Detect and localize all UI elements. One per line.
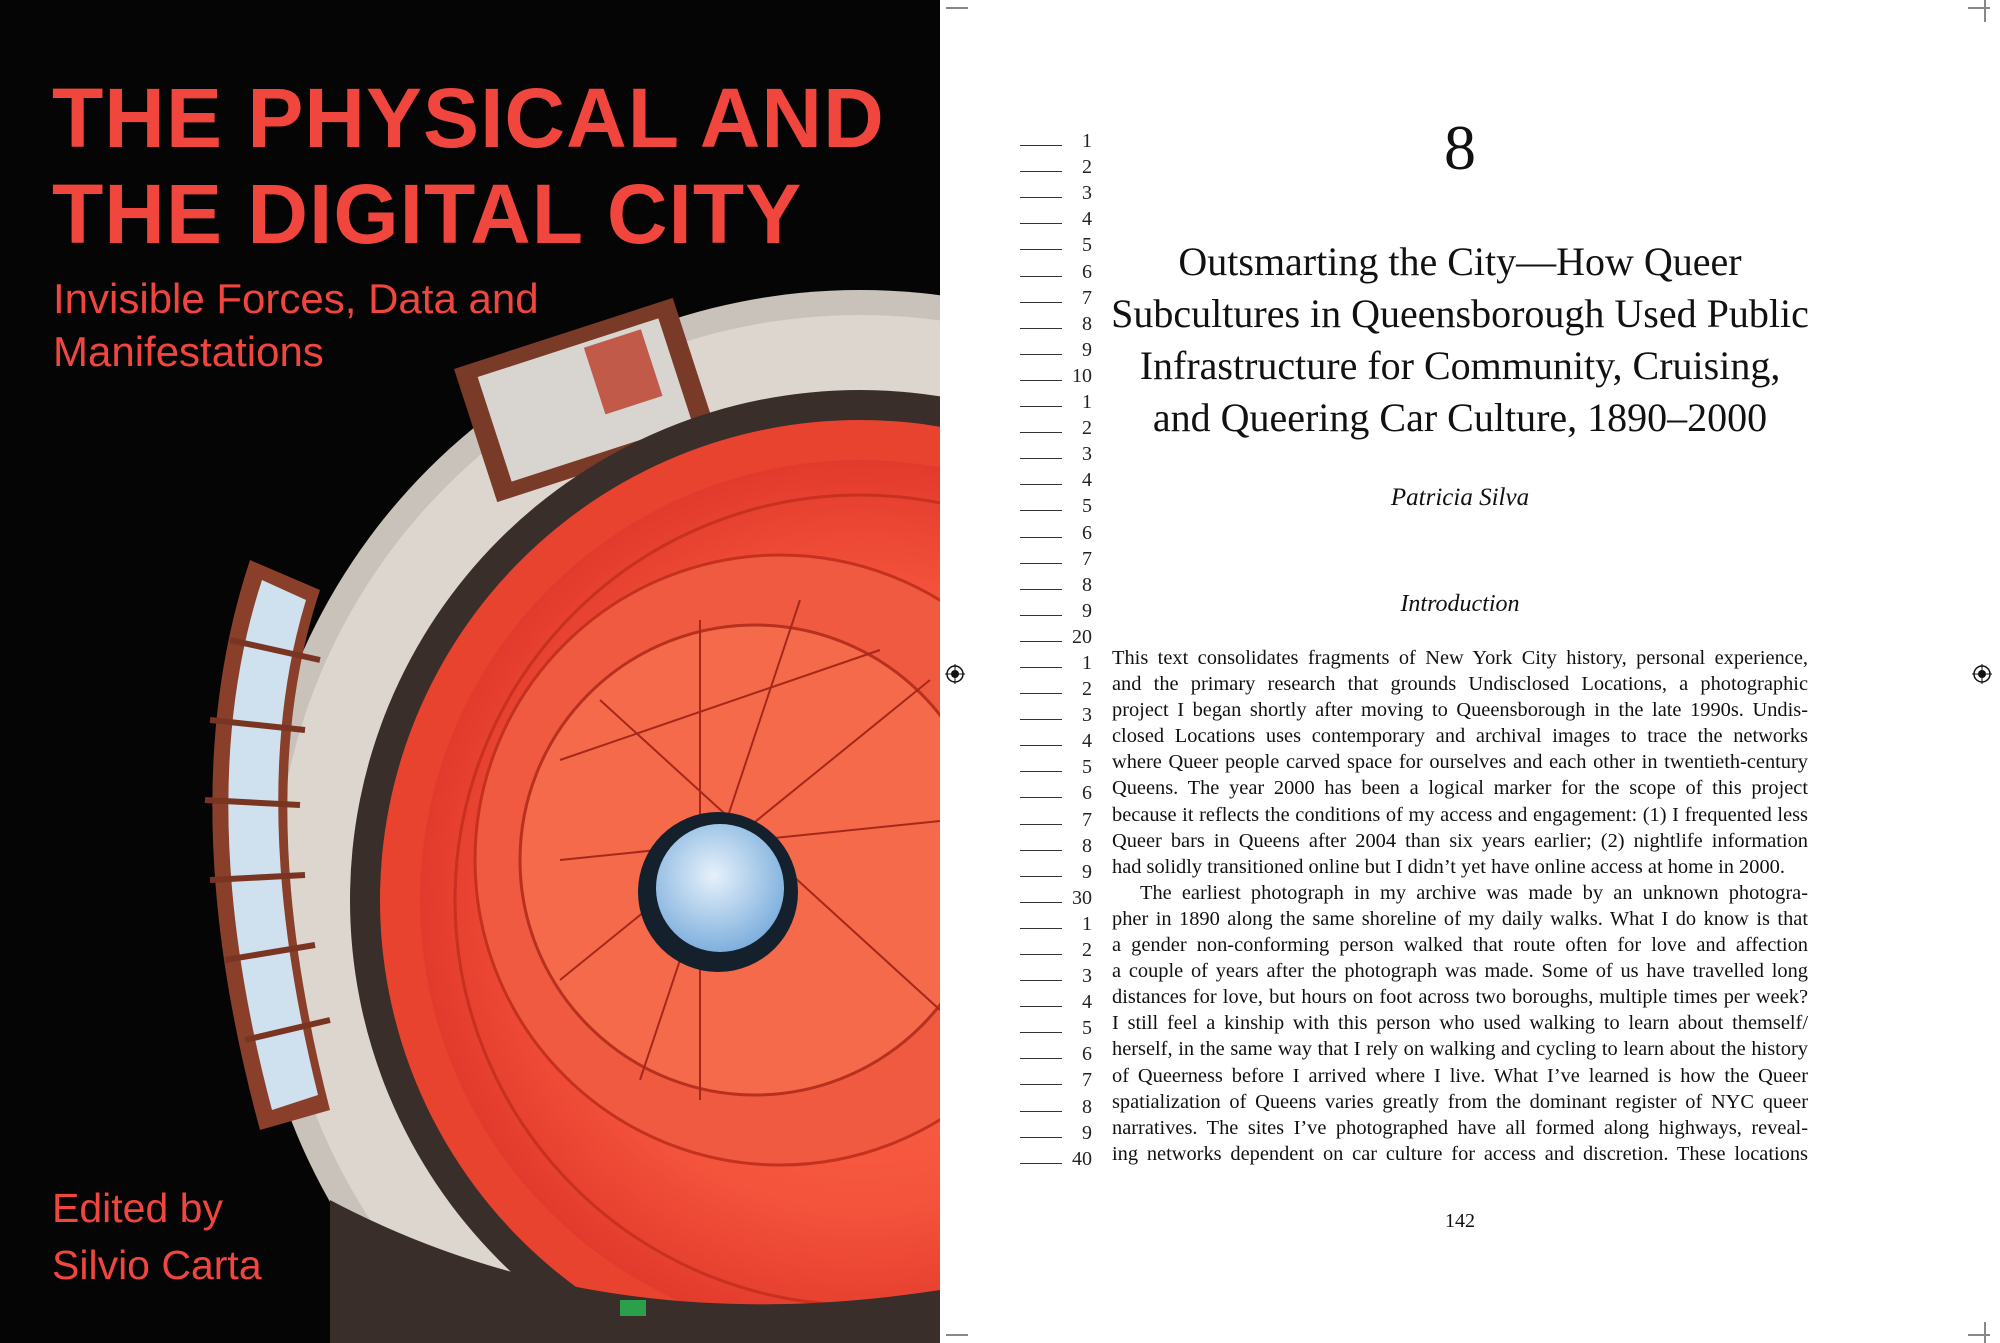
line-number bbox=[1020, 674, 1092, 700]
line-number-label: 1 bbox=[1082, 130, 1092, 153]
line-number-label: 8 bbox=[1082, 1095, 1092, 1118]
line-number-label: 1 bbox=[1082, 912, 1092, 935]
cover-editor-line: Silvio Carta bbox=[52, 1242, 262, 1288]
line-number bbox=[1020, 126, 1092, 152]
cover-title-line: THE PHYSICAL AND bbox=[52, 71, 885, 165]
line-number bbox=[1020, 778, 1092, 804]
line-number bbox=[1020, 178, 1092, 204]
line-number bbox=[1020, 648, 1092, 674]
body-line: Queens. The year 2000 has been a logical marker for the scope of this project bbox=[1112, 777, 1808, 800]
chapter-title bbox=[1110, 236, 1810, 444]
line-number bbox=[1020, 1039, 1092, 1065]
body-line: Queer bars in Queens after 2004 than six years earlier; (2) nightlife information bbox=[1112, 829, 1808, 852]
body-line: I still feel a kinship with this person who used walking to learn about themself/ bbox=[1112, 1012, 1808, 1035]
line-number-label: 9 bbox=[1082, 1121, 1092, 1144]
line-number-label: 6 bbox=[1082, 521, 1092, 544]
registration-mark-icon bbox=[945, 664, 965, 684]
line-number-label: 5 bbox=[1082, 495, 1092, 518]
line-number bbox=[1020, 465, 1092, 491]
line-number-label: 3 bbox=[1082, 182, 1092, 205]
chapter-author: Patricia Silva bbox=[1390, 484, 1530, 511]
line-number bbox=[1020, 517, 1092, 543]
line-number-label: 5 bbox=[1082, 234, 1092, 257]
line-number bbox=[1020, 361, 1092, 387]
line-number-label: 9 bbox=[1082, 338, 1092, 361]
line-number bbox=[1020, 909, 1092, 935]
line-number bbox=[1020, 596, 1092, 622]
body-line: herself, in the same way that I rely on walking and cycling to learn about the history bbox=[1112, 1038, 1808, 1061]
body-line: a gender non-conforming person walked that route often for love and affection bbox=[1112, 934, 1808, 957]
line-number bbox=[1020, 1065, 1092, 1091]
line-number-column bbox=[1020, 126, 1092, 1170]
body-text bbox=[1112, 645, 1808, 1167]
line-number bbox=[1020, 1013, 1092, 1039]
body-line: distances for love, but hours on foot across two boroughs, multiple times per week? bbox=[1112, 986, 1808, 1009]
chapter-title-line: Subcultures in Queensborough Used Public bbox=[1111, 291, 1809, 336]
line-number bbox=[1020, 491, 1092, 517]
body-line: pher in 1890 along the same shoreline of my daily walks. What I do know is that bbox=[1112, 907, 1808, 930]
line-number-label: 8 bbox=[1082, 834, 1092, 857]
crop-mark bbox=[946, 1334, 968, 1336]
line-number-label: 40 bbox=[1072, 1147, 1092, 1170]
line-number-label: 2 bbox=[1082, 678, 1092, 701]
chapter-title-line: Outsmarting the City—How Queer bbox=[1178, 239, 1742, 284]
body-line: where Queer people carved space for ourselves and each other in twentieth-century bbox=[1112, 751, 1808, 774]
body-line: had solidly transitioned online but I didn’t yet have online access at home in 2000. bbox=[1112, 855, 1785, 878]
line-number bbox=[1020, 857, 1092, 883]
line-number bbox=[1020, 726, 1092, 752]
line-number-label: 4 bbox=[1082, 991, 1092, 1014]
line-number bbox=[1020, 439, 1092, 465]
cover-editor bbox=[52, 1180, 452, 1294]
body-line: and the primary research that grounds Undisclosed Locations, a photographic bbox=[1112, 673, 1808, 696]
line-number-label: 7 bbox=[1082, 808, 1092, 831]
line-number-label: 6 bbox=[1082, 782, 1092, 805]
line-number-label: 30 bbox=[1072, 886, 1092, 909]
line-number bbox=[1020, 987, 1092, 1013]
body-line: because it reflects the conditions of my access and engagement: (1) I frequented less bbox=[1112, 803, 1808, 826]
line-number-label: 4 bbox=[1082, 208, 1092, 231]
line-number bbox=[1020, 1144, 1092, 1170]
line-number bbox=[1020, 283, 1092, 309]
line-number bbox=[1020, 309, 1092, 335]
chapter-title-line: Infrastructure for Community, Cruising, bbox=[1139, 343, 1781, 388]
body-line: ing networks dependent on car culture for access and discretion. These locations bbox=[1112, 1142, 1808, 1165]
line-number-label: 9 bbox=[1082, 599, 1092, 622]
line-number bbox=[1020, 204, 1092, 230]
body-line: spatialization of Queens varies greatly from the dominant register of NYC queer bbox=[1112, 1090, 1808, 1113]
line-number bbox=[1020, 570, 1092, 596]
line-number-label: 3 bbox=[1082, 704, 1092, 727]
line-number-label: 8 bbox=[1082, 573, 1092, 596]
line-number-label: 3 bbox=[1082, 443, 1092, 466]
crop-mark bbox=[1968, 1334, 1990, 1336]
body-line: This text consolidates fragments of New York City history, personal experience, bbox=[1112, 647, 1808, 669]
line-number bbox=[1020, 387, 1092, 413]
line-number-label: 5 bbox=[1082, 1017, 1092, 1040]
line-number-label: 6 bbox=[1082, 1043, 1092, 1066]
cover-title bbox=[52, 70, 885, 262]
line-number bbox=[1020, 335, 1092, 361]
line-number-label: 7 bbox=[1082, 547, 1092, 570]
line-number-label: 10 bbox=[1072, 364, 1092, 387]
line-number bbox=[1020, 622, 1092, 648]
line-number bbox=[1020, 700, 1092, 726]
chapter-number: 8 bbox=[1444, 112, 1476, 183]
line-number bbox=[1020, 1091, 1092, 1117]
line-number-label: 8 bbox=[1082, 312, 1092, 335]
line-number bbox=[1020, 544, 1092, 570]
line-number-label: 2 bbox=[1082, 156, 1092, 179]
line-number-label: 6 bbox=[1082, 260, 1092, 283]
line-number-label: 3 bbox=[1082, 965, 1092, 988]
body-line: narratives. The sites I’ve photographed have all formed along highways, reveal- bbox=[1112, 1116, 1808, 1139]
line-number-label: 1 bbox=[1082, 651, 1092, 674]
line-number-label: 7 bbox=[1082, 286, 1092, 309]
crop-mark bbox=[1984, 1322, 1986, 1343]
line-number bbox=[1020, 752, 1092, 778]
body-line: closed Locations uses contemporary and archival images to trace the networks bbox=[1112, 725, 1808, 748]
chapter-title-line: and Queering Car Culture, 1890–2000 bbox=[1152, 395, 1768, 440]
line-number-label: 5 bbox=[1082, 756, 1092, 779]
crop-mark bbox=[1968, 7, 1990, 9]
body-line: project I began shortly after moving to Queensborough in the late 1990s. Undis- bbox=[1112, 699, 1808, 722]
line-number bbox=[1020, 256, 1092, 282]
body-line: a couple of years after the photograph was made. Some of us have travelled long bbox=[1112, 960, 1808, 983]
line-number bbox=[1020, 230, 1092, 256]
page-number: 142 bbox=[1445, 1210, 1475, 1232]
line-number-label: 4 bbox=[1082, 730, 1092, 753]
line-number bbox=[1020, 831, 1092, 857]
line-number bbox=[1020, 152, 1092, 178]
line-number-label: 9 bbox=[1082, 860, 1092, 883]
line-number-label: 2 bbox=[1082, 939, 1092, 961]
book-cover bbox=[0, 0, 940, 1343]
crop-mark bbox=[946, 7, 968, 9]
line-number-label: 2 bbox=[1082, 417, 1092, 440]
cover-editor-line: Edited by bbox=[52, 1185, 223, 1231]
line-number bbox=[1020, 804, 1092, 830]
line-number bbox=[1020, 935, 1092, 961]
registration-mark-icon bbox=[1972, 664, 1992, 684]
crop-mark bbox=[1984, 0, 1986, 22]
cover-subtitle: Invisible Forces, Data and Manifestations bbox=[53, 275, 539, 375]
body-line: The earliest photograph in my archive was made by an unknown photogra- bbox=[1140, 881, 1808, 904]
section-heading: Introduction bbox=[1400, 591, 1520, 617]
line-number bbox=[1020, 1118, 1092, 1144]
line-number-label: 4 bbox=[1082, 469, 1092, 492]
cover-title-line: THE DIGITAL CITY bbox=[52, 167, 803, 261]
line-number bbox=[1020, 413, 1092, 439]
line-number bbox=[1020, 883, 1092, 909]
body-line: of Queerness before I arrived where I live. What I’ve learned is how the Queer bbox=[1112, 1064, 1808, 1087]
line-number-label: 1 bbox=[1082, 391, 1092, 414]
line-number bbox=[1020, 961, 1092, 987]
line-number-label: 7 bbox=[1082, 1069, 1092, 1092]
line-number-label: 20 bbox=[1072, 625, 1092, 648]
